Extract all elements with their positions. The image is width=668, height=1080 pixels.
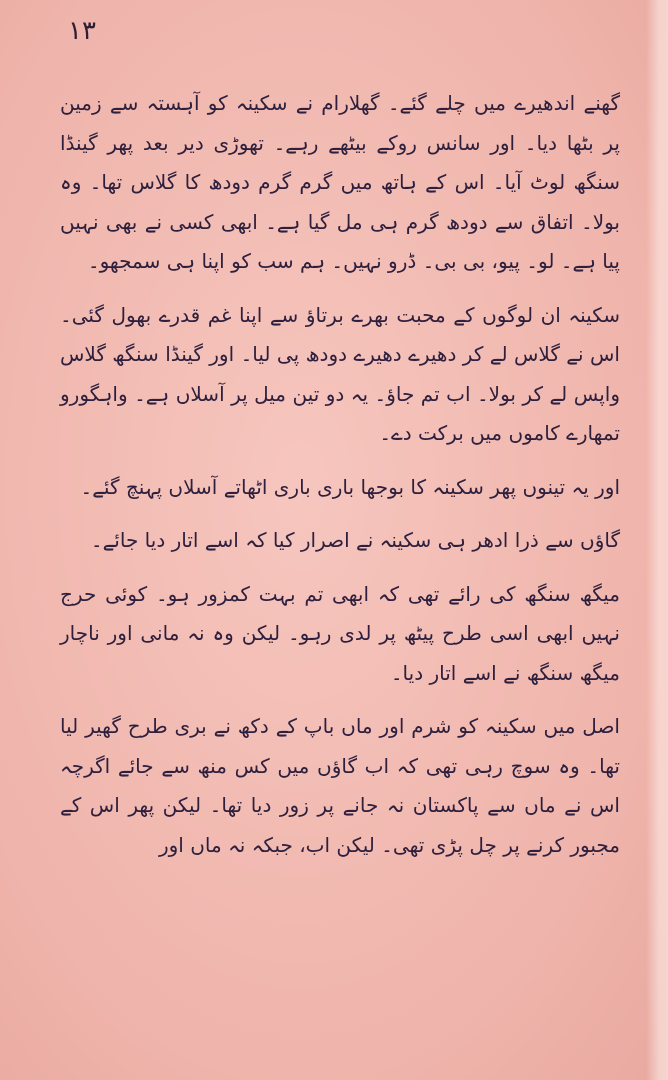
urdu-text-block xyxy=(60,84,620,865)
page-number: ١٣ xyxy=(68,16,96,46)
paragraph-1: گھنے اندھیرے میں چلے گئے۔ گھلارام نے سکینہ کو آہستہ سے زمین پر بٹھا دیا۔ اور سانس روکے بیٹھے رہے۔ تھوڑی دیر بعد پھر گینڈا سنگھ لوٹ آیا۔ اس کے ہاتھ میں گرم گرم دودھ کا گلاس تھا۔ وہ بولا۔ اتفاق سے دودھ گرم ہی مل گیا ہے۔ ابھی کسی نے بھی نہیں پیا ہے۔ لو۔ پیو، بی بی۔ ڈرو نہیں۔ ہم سب کو اپنا ہی سمجھو۔ xyxy=(60,91,620,273)
page-fold-edge xyxy=(646,0,668,1080)
paragraph-3: اور یہ تینوں پھر سکینہ کا بوجھا باری باری اٹھاتے آسلاں پہنچ گئے۔ xyxy=(80,474,620,499)
paragraph-2: سکینہ ان لوگوں کے محبت بھرے برتاؤ سے اپنا غم قدرے بھول گئی۔ اس نے گلاس لے کر دھیرے دھیرے دودھ پی لیا۔ اور گینڈا سنگھ گلاس واپس لے کر بولا۔ اب تم جاؤ۔ یہ دو تین میل پر آسلاں ہے۔ واہگورو تمھارے کاموں میں برکت دے۔ xyxy=(60,302,620,445)
paragraph-4: گاؤں سے ذرا ادھر ہی سکینہ نے اصرار کیا کہ اسے اتار دیا جائے۔ xyxy=(90,528,620,552)
paragraph-6: اصل میں سکینہ کو شرم اور ماں باپ کے دکھ نے بری طرح گھیر لیا تھا۔ وہ سوچ رہی تھی کہ اب گاؤں میں کس منھ سے جائے اگرچہ اس نے ماں سے پاکستان نہ جانے پر زور دیا تھا۔ لیکن پھر اس کے مجبور کرنے پر چل پڑی تھی۔ لیکن اب، جبکہ نہ ماں اور xyxy=(60,714,620,857)
paragraph-5: میگھ سنگھ کی رائے تھی کہ ابھی تم بہت کمزور ہو۔ کوئی حرج نہیں ابھی اسی طرح پیٹھ پر لدی رہو۔ لیکن وہ نہ مانی اور ناچار میگھ سنگھ نے اسے اتار دیا۔ xyxy=(60,581,620,685)
